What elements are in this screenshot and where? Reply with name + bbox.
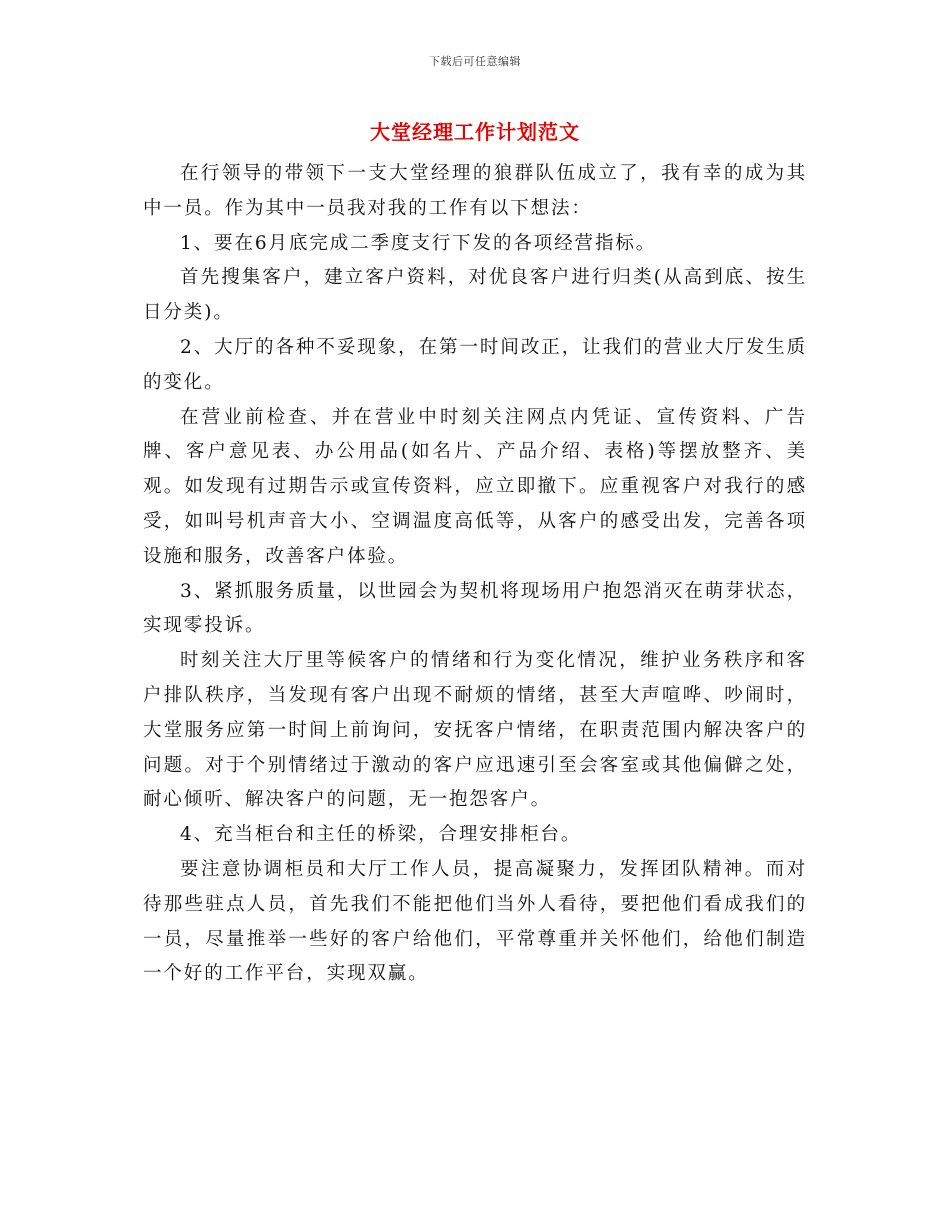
paragraph-item-1-detail: 首先搜集客户，建立客户资料，对优良客户进行归类(从高到底、按生日分类)。 [143,267,807,324]
paragraph-item-2-detail: 在营业前检查、并在营业中时刻关注网点内凭证、宣传资料、广告牌、客户意见表、办公用品(如名片、产品介绍、表格)等摆放整齐、美观。如发现有过期告示或宣传资料，应立即撤下。应重视客户对我行的感受，如叫号机声音大小、空调温度高低等，从客户的感受出发，完善各项设施和服务，改善客户体验。 [143,406,807,567]
document-body [143,157,807,992]
header-note: 下载后可任意编辑 [429,55,521,68]
paragraph-item-4: 4、充当柜台和主任的桥梁，合理安排柜台。 [180,824,582,846]
paragraph-intro: 在行领导的带领下一支大堂经理的狼群队伍成立了，我有幸的成为其中一员。作为其中一员我对我的工作有以下想法： [143,163,807,219]
paragraph-item-3: 3、紧抓服务质量，以世园会为契机将现场用户抱怨消灭在萌芽状态，实现零投诉。 [143,580,807,637]
paragraph-item-4-detail: 要注意协调柜员和大厅工作人员，提高凝聚力，发挥团队精神。而对待那些驻点人员，首先我们不能把他们当外人看待，要把他们看成我们的一员，尽量推举一些好的客户给他们，平常尊重并关怀他们，给他们制造一个好的工作平台，实现双赢。 [143,858,807,985]
document-title: 大堂经理工作计划范文 [370,120,580,144]
paragraph-item-3-detail: 时刻关注大厅里等候客户的情绪和行为变化情况，维护业务秩序和客户排队秩序，当发现有客户出现不耐烦的情绪，甚至大声喧哗、吵闹时，大堂服务应第一时间上前询问，安抚客户情绪，在职责范围内解决客户的问题。对于个别情绪过于激动的客户应迅速引至会客室或其他偏僻之处，耐心倾听、解决客户的问题，无一抱怨客户。 [143,650,807,811]
paragraph-item-2: 2、大厅的各种不妥现象，在第一时间改正，让我们的营业大厅发生质的变化。 [143,336,807,393]
paragraph-item-1: 1、要在6月底完成二季度支行下发的各项经营指标。 [180,232,657,254]
